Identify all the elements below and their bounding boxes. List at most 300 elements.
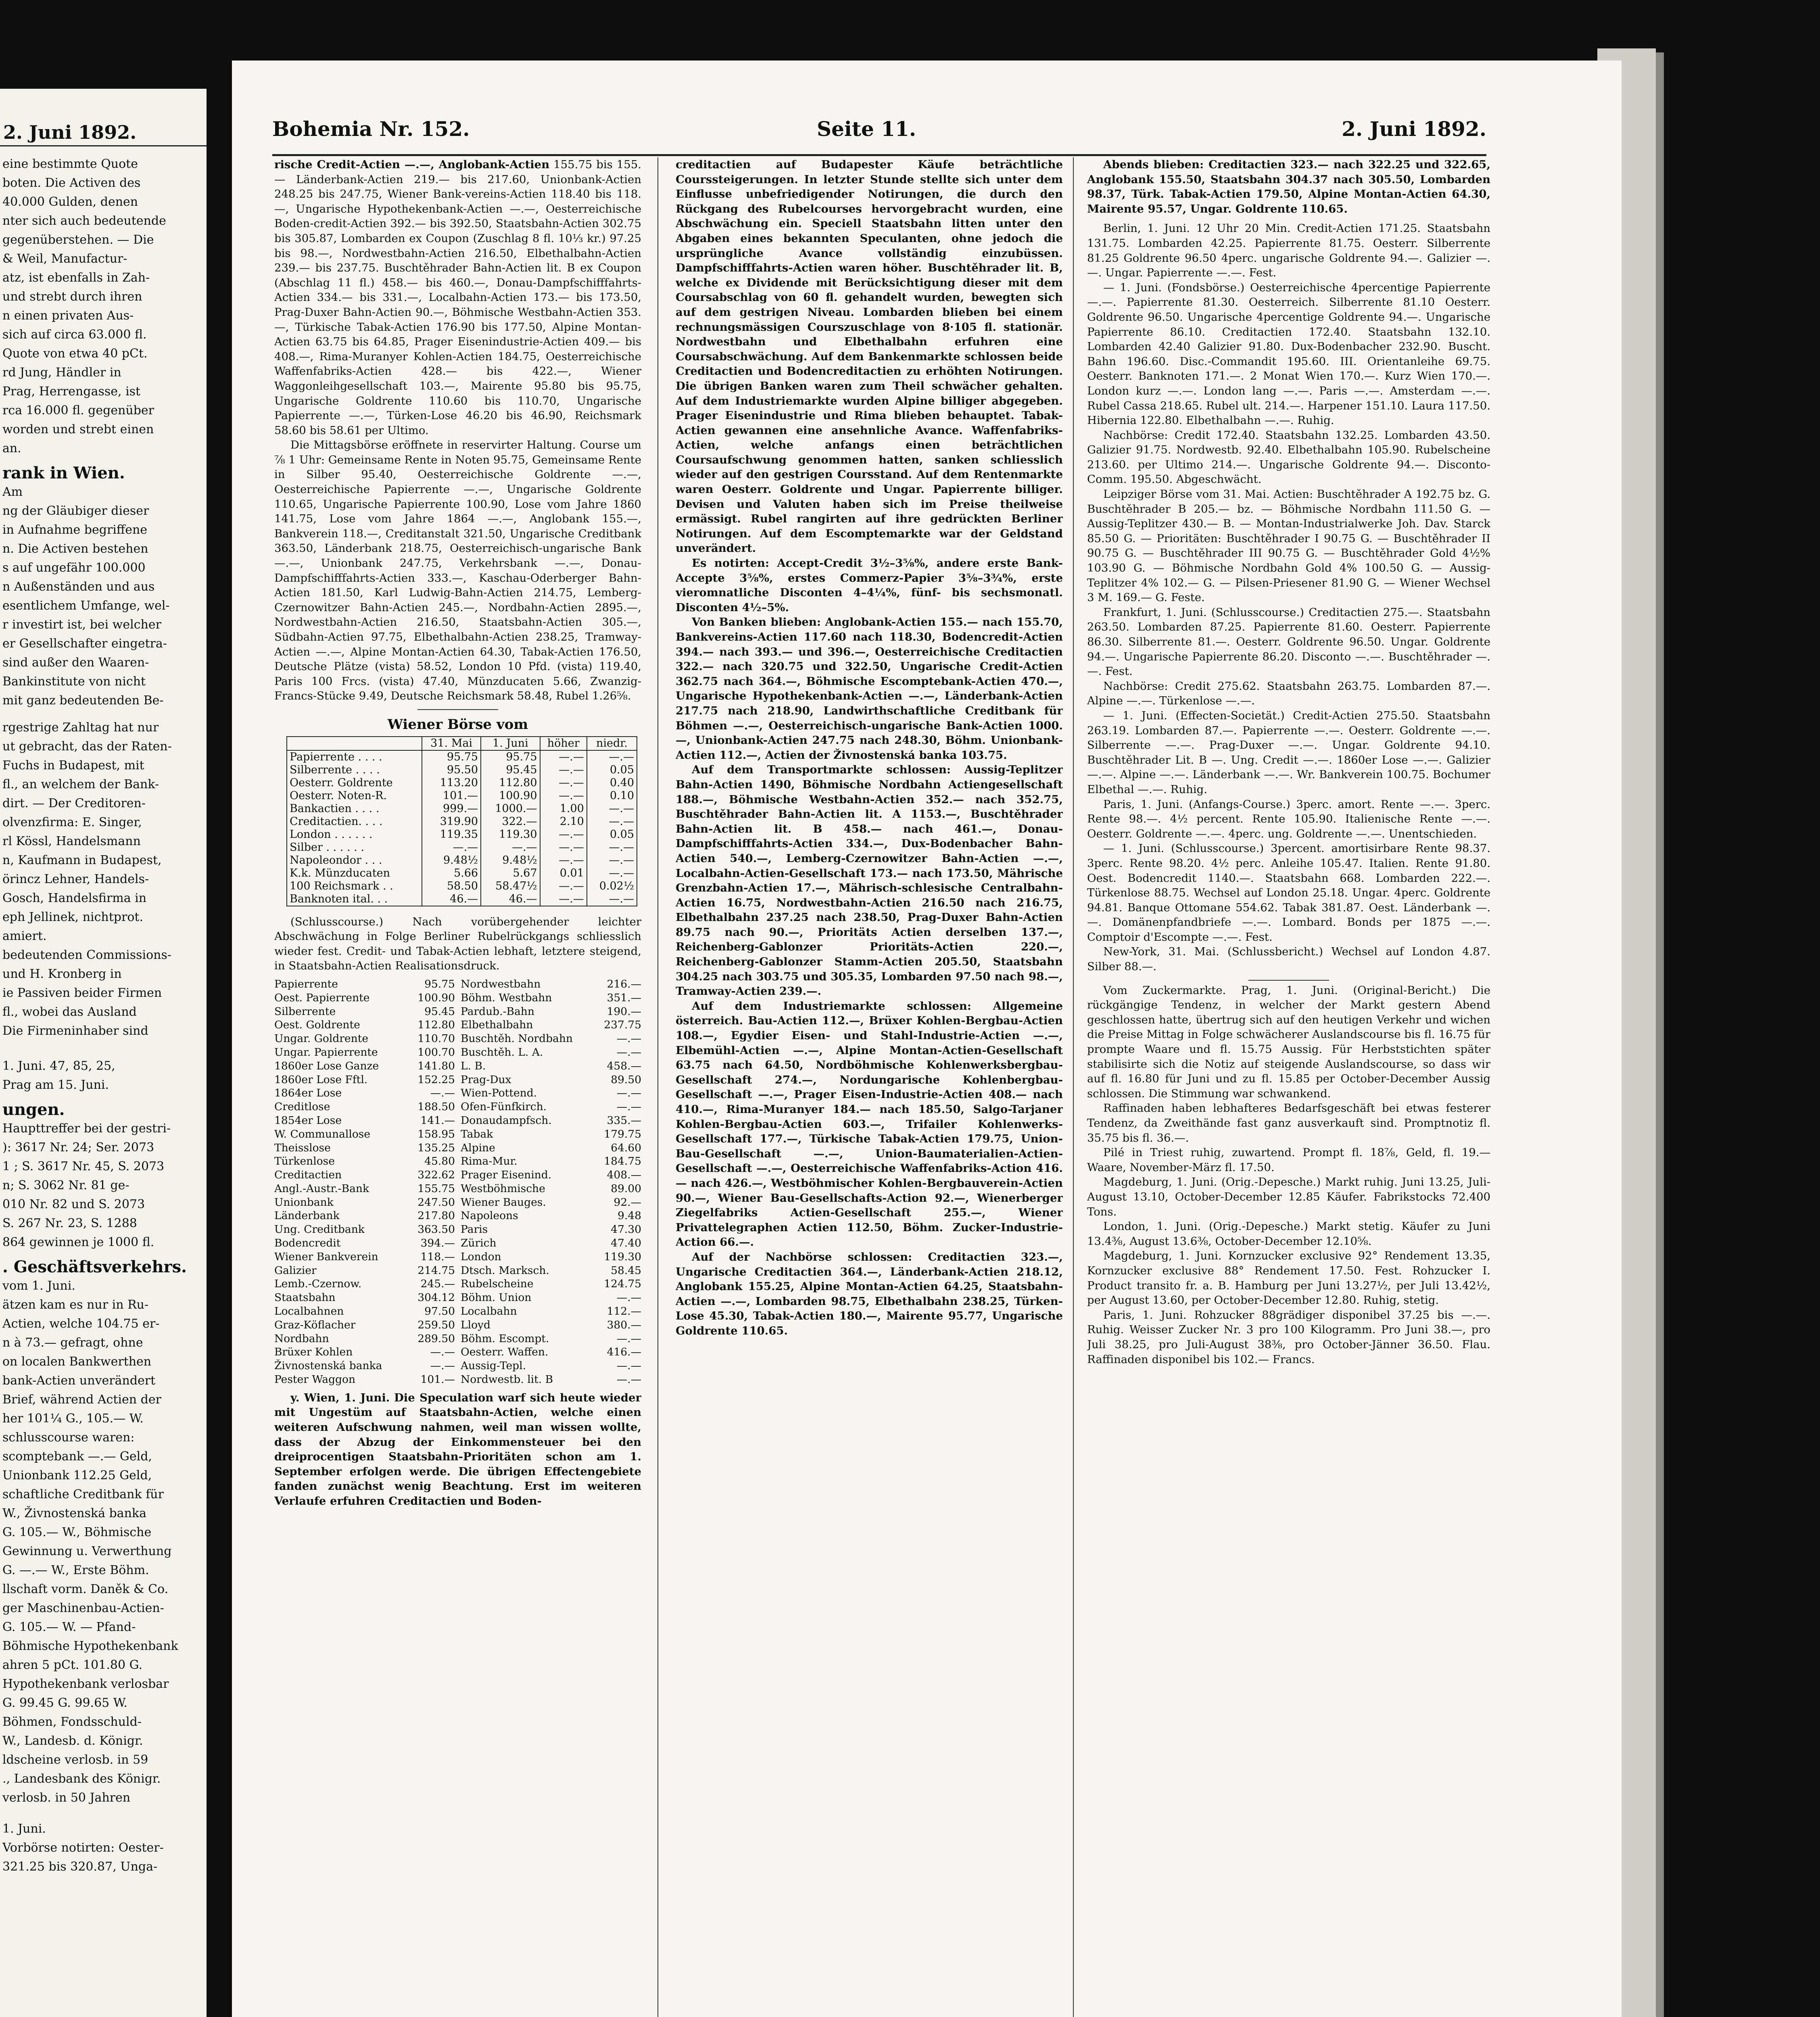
text-line: ): 3617 Nr. 24; Ser. 2073 bbox=[2, 1140, 154, 1155]
table-label-cell: 100 Reichsmark . . bbox=[287, 880, 422, 893]
course-entry bbox=[274, 1032, 455, 1046]
course-name: Paris bbox=[461, 1223, 488, 1236]
table-value-cell: 9.48½ bbox=[481, 854, 540, 867]
text-line: Böhmen, Fondsschuld- bbox=[2, 1715, 142, 1729]
course-name: Buschtěh. Nordbahn bbox=[461, 1032, 573, 1045]
course-entry bbox=[274, 991, 455, 1005]
text-line: llschaft vorm. Daněk & Co. bbox=[2, 1582, 169, 1596]
course-value: 214.75 bbox=[417, 1264, 455, 1277]
course-entry bbox=[461, 1332, 641, 1346]
column-1 bbox=[274, 157, 641, 2017]
course-value: 110.70 bbox=[417, 1032, 455, 1045]
course-value: 188.50 bbox=[417, 1100, 455, 1113]
course-entry bbox=[461, 1046, 641, 1059]
table-label-cell: Bankactien . . . . bbox=[287, 802, 422, 815]
course-value: 97.50 bbox=[424, 1305, 455, 1318]
course-entry bbox=[274, 1332, 455, 1346]
course-value: 216.— bbox=[607, 977, 641, 990]
text-line: schlusscourse waren: bbox=[2, 1430, 135, 1445]
course-value: 190.— bbox=[607, 1005, 641, 1018]
table-value-cell: 113.20 bbox=[422, 777, 481, 789]
text-line: sind außer den Waaren- bbox=[2, 656, 149, 670]
course-entry bbox=[461, 1155, 641, 1168]
course-value: 158.95 bbox=[417, 1128, 455, 1140]
course-value: 58.45 bbox=[611, 1264, 641, 1277]
table-value-cell: 5.66 bbox=[422, 867, 481, 880]
course-entry bbox=[461, 1359, 641, 1373]
article-paragraph: Raffinaden haben lebhafteres Bedarfsgeschäft bei etwas festerer Tendenz, da Zweithände fast ganz ausverkauft sind. Promptnotiz fl. 35.75 bis fl. 36.—. bbox=[1087, 1102, 1490, 1144]
left-block-f bbox=[0, 1276, 207, 1807]
course-value: 89.50 bbox=[611, 1073, 641, 1086]
newspaper-page bbox=[232, 61, 1622, 2017]
table-label-cell: Napoleondor . . . bbox=[287, 854, 422, 867]
course-entry bbox=[274, 1318, 455, 1332]
course-entry bbox=[461, 1005, 641, 1019]
table-value-cell: 9.48½ bbox=[422, 854, 481, 867]
course-value: 141.— bbox=[420, 1114, 455, 1127]
course-entry bbox=[461, 1318, 641, 1332]
section-divider bbox=[1248, 980, 1329, 981]
table-value-cell: 95.75 bbox=[481, 750, 540, 764]
article-paragraph: Abends blieben: Creditactien 323.— nach 322.25 und 322.65, Anglobank 155.50, Staatsbahn 304.37 nach 305.50, Lombarden 98.37, Türk. Tabak-Actien 179.50, Alpine Montan-Actien 64.30, Mairente 95.57, Ungar. Goldrente 110.65. bbox=[1087, 158, 1490, 215]
table-value-cell: 119.35 bbox=[422, 828, 481, 841]
text-line: ätzen kam es nur in Ru- bbox=[2, 1298, 149, 1312]
column-3 bbox=[1087, 157, 1490, 2017]
table-value-cell: 95.45 bbox=[481, 764, 540, 777]
table-header-cell bbox=[287, 737, 422, 750]
article-paragraph: — 1. Juni. (Effecten-Societät.) Credit-Actien 275.50. Staatsbahn 263.19. Lombarden 87.—. Papierrente —.—. Oesterr. Goldrente —.—. Silberrente —.—. Prag-Duxer —.—. Ungar. Goldrente 94.10. Buschtěhrader Lit. B —. Ung. Credit —.—. 1860er Lose —.—. Galizier —.—. Alpine —.—. Länderbank —.—. Wr. Bankverein 100.75. Bochumer Elbethal —.—. Ruhig. bbox=[1087, 709, 1490, 796]
course-name: Ung. Creditbank bbox=[274, 1223, 365, 1236]
course-entry bbox=[274, 1100, 455, 1114]
article-paragraph: Frankfurt, 1. Juni. (Schlusscourse.) Creditactien 275.—. Staatsbahn 263.50. Lombarden 87.25. Papierrente 81.60. Oesterr. Papierrente 86.30. Silberrente 81.—. Oesterr. Goldrente 96.50. Ungar. Goldrente 94.—. Ungarische Papierrente 86.20. Disconto —.—. Buschtěhrader —.—. Fest. bbox=[1087, 606, 1490, 678]
course-value: 135.25 bbox=[417, 1141, 455, 1154]
course-entry bbox=[461, 1305, 641, 1318]
course-entry bbox=[274, 1005, 455, 1019]
text-line: dirt. — Der Creditoren- bbox=[2, 796, 146, 810]
text-line: eph Jellinek, nichtprot. bbox=[2, 910, 143, 924]
text-line: ng der Gläubiger dieser bbox=[2, 504, 149, 518]
course-entry bbox=[461, 1059, 641, 1073]
course-entry bbox=[274, 1141, 455, 1155]
course-entry bbox=[461, 1086, 641, 1100]
course-name: Papierrente bbox=[274, 977, 338, 990]
wiener-boerse-table bbox=[286, 736, 637, 906]
course-name: Ofen-Fünfkirch. bbox=[461, 1100, 547, 1113]
course-name: Wiener Bankverein bbox=[274, 1250, 378, 1263]
table-value-cell: —.— bbox=[540, 828, 587, 841]
text-line: 1. Juni. bbox=[2, 1822, 46, 1836]
course-value: 416.— bbox=[607, 1346, 641, 1359]
course-value: 245.— bbox=[420, 1278, 455, 1290]
table-row bbox=[287, 893, 637, 906]
course-entry bbox=[461, 1250, 641, 1264]
course-list-right bbox=[461, 977, 641, 1386]
course-entry bbox=[274, 1277, 455, 1291]
course-value: 152.25 bbox=[417, 1073, 455, 1086]
course-value: 380.— bbox=[607, 1318, 641, 1331]
course-name: W. Communallose bbox=[274, 1128, 371, 1140]
table-label-cell: Papierrente . . . . bbox=[287, 750, 422, 764]
table-label-cell: Banknoten ital. . . bbox=[287, 893, 422, 906]
course-value: —.— bbox=[616, 1359, 641, 1372]
course-value: 95.75 bbox=[424, 977, 455, 990]
course-entry bbox=[274, 1168, 455, 1182]
course-value: 141.80 bbox=[417, 1059, 455, 1072]
course-name: Böhm. Union bbox=[461, 1291, 532, 1304]
table-header-cell: 1. Juni bbox=[481, 737, 540, 750]
article-paragraph: Die Mittagsbörse eröffnete in reservirter Haltung. Course um ⅞ 1 Uhr: Gemeinsame Rente in Noten 95.75, Gemeinsame Rente in Silber 95.40, Oesterreichische Goldrente —.—, Oesterreichische Papierrente —.—, Ungarische Goldrente 110.65, Ungarische Papierrente 100.90, Lose vom Jahre 1860 141.75, Lose vom Jahre 1864 —.—, Anglobank 155.—, Bankverein 118.—, Creditanstalt 321.50, Ungarische Creditbank 363.50, Länderbank 218.75, Oesterreichisch-ungarische Bank —.—, Unionbank 247.75, Verkehrsbank —.—, Donau-Dampfschifffahrts-Actien 333.—, Kaschau-Oderberger Bahn-Actien 181.50, Karl Ludwig-Bahn-Actien 214.75, Lemberg-Czernowitzer Bahn-Actien 245.—, Nordbahn-Actien 2895.—, Nordwestbahn-Actien 216.50, Staatsbahn-Actien 305.—, Südbahn-Actien 97.75, Elbethalbahn-Actien 238.25, Tramway-Actien —.—, Alpine Montan-Actien 64.30, Tabak-Actien 176.50, Deutsche Plätze (vista) 58.52, London 10 Pfd. (vista) 119.40, Paris 100 Frcs. (vista) 47.40, Münzducaten 5.66, Zwanzig-Francs-Stücke 9.49, Deutsche Reichsmark 58.48, Rubel 1.26⅝. bbox=[274, 438, 641, 703]
course-value: 322.62 bbox=[417, 1169, 455, 1182]
text-line: scomptebank —.— Geld, bbox=[2, 1449, 152, 1464]
article-paragraph: Auf dem Industriemarkte schlossen: Allgemeine österreich. Bau-Actien 112.—, Brüxer Kohlen-Bergbau-Actien 108.—, Egydier Eisen- und Stahl-Industrie-Actien —.—, Elbemühl-Actien —.—, Alpine Montan-Actien-Gesellschaft 63.75 nach 64.50, Nordböhmische Kohlenwerksbergbau-Gesellschaft 274.—, Nordungarische Kohlenbergbau-Gesellschaft —.—, Prager Eisen-Industrie-Actien 408.— nach 410.—, Rima-Muranyer 184.— nach 185.50, Salgo-Tarjaner Kohlen-Bergbau-Actien 603.—, Trifailer Kohlenwerks-Gesellschaft 177.—, Türkische Tabak-Actien 179.75, Union-Bau-Gesellschaft —.—, Union-Baumaterialien-Actien-Gesellschaft —.—, Oesterreichische Waffenfabriks-Action 416.— nach 426.—, Westböhmischer Kohlen-Bergbauverein-Actien 90.—, Wiener Bau-Gesellschafts-Action 92.—, Wienerberger Ziegelfabriks Actien-Gesellschaft 255.—, Wiener Privattelegraphen Actien 112.50, Böhm. Zucker-Industrie-Action 66.—. bbox=[676, 999, 1063, 1249]
course-value: —.— bbox=[616, 1291, 641, 1304]
course-entry bbox=[461, 977, 641, 991]
article-paragraph: Pilé in Triest ruhig, zuwartend. Prompt fl. 18⅞, Geld, fl. 19.— Waare, November-März fl. 17.50. bbox=[1087, 1146, 1490, 1174]
text-line: nter sich auch bedeutende bbox=[2, 214, 166, 228]
course-name: 1864er Lose bbox=[274, 1087, 342, 1100]
left-heading-geschaeftsverkehr: . Geschäftsverkehrs. bbox=[2, 1257, 187, 1276]
course-entry bbox=[274, 1345, 455, 1359]
course-entry bbox=[274, 1291, 455, 1305]
course-entry bbox=[274, 1086, 455, 1100]
course-entry bbox=[274, 1059, 455, 1073]
course-value: 47.40 bbox=[611, 1237, 641, 1250]
course-name: Creditactien bbox=[274, 1169, 342, 1182]
course-value: 363.50 bbox=[417, 1223, 455, 1236]
article-paragraph: — 1. Juni. (Fondsbörse.) Oesterreichische 4percentige Papierrente —.—. Papierrente 81.30. Oesterreich. Silberrente 81.10 Oesterr. Goldrente 96.50. Ungarische 4percentige Goldrente 94.—. Ungarische Papierrente 86.10. Creditactien 172.40. Staatsbahn 132.10. Lombarden 42.40 Galizier 91.80. Dux-Bodenbacher 232.90. Buscht. Bahn 196.60. Disc.-Commandit 195.60. III. Orientanleihe 69.75. Oesterr. Banknoten 171.—. 2 Monat Wien 170.—. Kurz Wien 170.—. London kurz —.—. London lang —.—. Paris —.—. Amsterdam —.—. Rubel Cassa 218.65. Rubel ult. 214.—. Harpener 151.10. Laura 117.50. Hibernia 122.80. Elbethalbahn —.—. Ruhig. bbox=[1087, 281, 1490, 427]
text-line: S. 267 Nr. 23, S. 1288 bbox=[2, 1216, 137, 1230]
article-paragraph: Nachbörse: Credit 172.40. Staatsbahn 132.25. Lombarden 43.50. Galizier 91.75. Nordwestb. 92.40. Elbethalbahn 105.90. Rubelscheine 213.60. per Ultimo 214.—. Ungarische Goldrente 94.—. Disconto-Comm. 195.50. Abgeschwächt. bbox=[1087, 428, 1490, 486]
left-page-fragment bbox=[0, 89, 207, 2017]
table-value-cell: —.— bbox=[540, 841, 587, 854]
course-value: 217.80 bbox=[417, 1209, 455, 1222]
course-entry bbox=[461, 1114, 641, 1128]
course-value: 289.50 bbox=[417, 1332, 455, 1345]
course-name: Pester Waggon bbox=[274, 1373, 356, 1386]
text-line: ie Passiven beider Firmen bbox=[2, 986, 162, 1000]
text-line: n, Kaufmann in Budapest, bbox=[2, 853, 162, 867]
course-name: Rubelscheine bbox=[461, 1278, 534, 1290]
course-value: —.— bbox=[430, 1087, 455, 1100]
text-line: n; S. 3062 Nr. 81 ge- bbox=[2, 1178, 129, 1192]
course-entry bbox=[274, 1223, 455, 1236]
text-line: G. 105.— W., Böhmische bbox=[2, 1525, 152, 1539]
course-entry bbox=[274, 1018, 455, 1032]
table-value-cell: 0.40 bbox=[587, 777, 637, 789]
text-line: n. Die Activen bestehen bbox=[2, 542, 148, 556]
article-paragraph: Paris, 1. Juni. Rohzucker 88grädiger disponibel 37.25 bis —.—. Ruhig. Weisser Zucker Nr. 3 pro 100 Kilogramm. Pro Juni 38.—, pro Juli 38.25, pro Juli-August 38⅜, pro October-Jänner 36.50. Flau. Raffinaden disponibel bis 102.— Francs. bbox=[1087, 1308, 1490, 1366]
course-entry bbox=[461, 1223, 641, 1236]
text-line: W., Landesb. d. Königr. bbox=[2, 1734, 143, 1748]
column-rule bbox=[657, 157, 658, 2017]
text-line: örincz Lehner, Handels- bbox=[2, 872, 149, 886]
text-line: G. 99.45 G. 99.65 W. bbox=[2, 1696, 127, 1710]
course-entry bbox=[274, 1114, 455, 1128]
text-line: 864 gewinnen je 1000 fl. bbox=[2, 1235, 154, 1249]
course-value: 118.— bbox=[420, 1250, 455, 1263]
course-value: 119.30 bbox=[604, 1250, 641, 1263]
course-name: Theisslose bbox=[274, 1141, 331, 1154]
course-entry bbox=[461, 1073, 641, 1087]
course-name: Aussig-Tepl. bbox=[461, 1359, 526, 1372]
course-entry bbox=[274, 1182, 455, 1196]
text-line: ger Maschinenbau-Actien- bbox=[2, 1601, 164, 1615]
course-value: —.— bbox=[616, 1332, 641, 1345]
text-line: gegenüberstehen. — Die bbox=[2, 233, 154, 247]
text-line: her 101¼ G., 105.— W. bbox=[2, 1411, 144, 1426]
text-line: olvenzfirma: E. Singer, bbox=[2, 815, 142, 829]
course-name: Buschtěh. L. A. bbox=[461, 1046, 543, 1059]
table-value-cell: 1.00 bbox=[540, 802, 587, 815]
text-line: fl., an welchem der Bank- bbox=[2, 777, 159, 791]
text-line: sich auf circa 63.000 fl. bbox=[2, 328, 147, 342]
course-name: Lemb.-Czernow. bbox=[274, 1278, 362, 1290]
table-header-cell: niedr. bbox=[587, 737, 637, 750]
course-name: Bodencredit bbox=[274, 1237, 341, 1250]
text-line: G. 105.— W. — Pfand- bbox=[2, 1620, 136, 1634]
course-name: Elbethalbahn bbox=[461, 1019, 533, 1031]
text-line: und H. Kronberg in bbox=[2, 967, 122, 981]
left-heading-ziehungen: ungen. bbox=[2, 1100, 65, 1119]
text-line: s auf ungefähr 100.000 bbox=[2, 561, 146, 575]
text-line: Gewinnung u. Verwerthung bbox=[2, 1544, 172, 1558]
course-entry bbox=[461, 1345, 641, 1359]
article-paragraph: Nachbörse: Credit 275.62. Staatsbahn 263.75. Lombarden 87.—. Alpine —.—. Türkenlose —.—. bbox=[1087, 679, 1490, 708]
course-name: Nordbahn bbox=[274, 1332, 329, 1345]
text-line: verlosb. in 50 Jahren bbox=[2, 1791, 131, 1805]
text-line: esentlichem Umfange, wel- bbox=[2, 599, 170, 613]
table-value-cell: —.— bbox=[587, 750, 637, 764]
course-name: Angl.-Austr.-Bank bbox=[274, 1182, 369, 1195]
table-value-cell: —.— bbox=[587, 802, 637, 815]
table-value-cell: 2.10 bbox=[540, 815, 587, 828]
course-entry bbox=[274, 1046, 455, 1059]
paragraph-text: Die Speculation warf sich heute wieder mit Ungestüm auf Staatsbahn-Actien, welche einen weiteren Aufschwung nahmen, weil man wissen wollte, dass der Abzug der Einkommensteuer bei den dreiprocentigen Staatsbahn-Prioritäten schon am 1. September erfolgen werde. Die übrigen Effectengebiete fanden zunächst wenig Beachtung. Erst im weiteren Verlaufe erfuhren Creditactien und Boden- bbox=[274, 1391, 641, 1508]
course-value: 89.00 bbox=[611, 1182, 641, 1195]
course-entry bbox=[461, 1196, 641, 1209]
table-value-cell: —.— bbox=[587, 815, 637, 828]
course-value: 335.— bbox=[607, 1114, 641, 1127]
course-entry bbox=[461, 1141, 641, 1155]
text-line: r investirt ist, bei welcher bbox=[2, 618, 161, 632]
text-line: Gosch, Handelsfirma in bbox=[2, 891, 147, 905]
course-name: Länderbank bbox=[274, 1209, 340, 1222]
text-line: W., Živnostenská banka bbox=[2, 1506, 146, 1520]
course-name: Wiener Bauges. bbox=[461, 1196, 546, 1209]
table-value-cell: 319.90 bbox=[422, 815, 481, 828]
course-name: Türkenlose bbox=[274, 1155, 335, 1168]
course-name: Nordwestb. lit. B bbox=[461, 1373, 553, 1386]
table-label-cell: Silber . . . . . . bbox=[287, 841, 422, 854]
table-row bbox=[287, 815, 637, 828]
table-value-cell: —.— bbox=[481, 841, 540, 854]
course-name: 1860er Lose Fftl. bbox=[274, 1073, 368, 1086]
article-paragraph: (Schlusscourse.) Nach vorübergehender leichter Abschwächung in Folge Berliner Rubelrückgangs schliesslich wieder fest. Credit- und Tabak-Actien lebhaft, letztere steigend, in Staatsbahn-Actien Realisationsdruck. bbox=[274, 915, 641, 973]
course-name: 1860er Lose Ganze bbox=[274, 1059, 379, 1072]
course-entry bbox=[461, 1264, 641, 1278]
table-header-cell: 31. Mai bbox=[422, 737, 481, 750]
table-label-cell: Oesterr. Goldrente bbox=[287, 777, 422, 789]
text-line: G. —.— W., Erste Böhm. bbox=[2, 1563, 149, 1577]
course-value: 237.75 bbox=[604, 1019, 641, 1031]
text-line: 40.000 Gulden, denen bbox=[2, 195, 138, 209]
left-block-c bbox=[0, 718, 207, 1040]
course-entry bbox=[461, 1209, 641, 1223]
course-name: Oesterr. Waffen. bbox=[461, 1346, 549, 1359]
course-value: —.— bbox=[616, 1100, 641, 1113]
course-entry bbox=[274, 1373, 455, 1386]
table-row bbox=[287, 777, 637, 789]
course-name: Ungar. Goldrente bbox=[274, 1032, 369, 1045]
paragraph-text: 155.75 bis 155.— Länderbank-Actien 219.— bis 217.60, Unionbank-Actien 248.25 bis 247.75, Wiener Bank-vereins-Actien 118.40 bis 118.—, Ungarische Hypothekenbank-Actien —.—, Oesterreichische Boden-credit-Actien 392.— bis 392.50, Staatsbahn-Actien 302.75 bis 305.87, Lombarden ex Coupon (Zuschlag 8 fl. 10⅓ kr.) 97.25 bis 98.—, Nordwestbahn-Actien 216.50, Elbethalbahn-Actien 239.— bis 237.75. Buschtěhrader Bahn-Actien lit. B ex Coupon (Abschlag 11 fl.) 458.— bis 460.—, Donau-Dampfschifffahrts-Actien 334.— bis 331.—, Localbahn-Actien 173.— bis 173.50, Prag-Duxer Bahn-Actien 90.—, Böhmische Westbahn-Actien 353.—, Türkische Tabak-Actien 176.90 bis 177.50, Alpine Montan-Actien 63.75 bis 64.85, Prager Eisenindustrie-Actien 409.— bis 408.—, Rima-Muranyer Kohlen-Actien 184.75, Oesterreichische Waffenfabriks-Actien 428.— bis 422.—, Wiener Waggonleihgesellschaft 103.—, Mairente 95.80 bis 95.75, Ungarische Goldrente 110.60 bis 110.70, Ungarische Papierrente —.—, Türken-Lose 46.20 bis 46.90, Reichsmark 58.60 bis 58.61 per Ultimo. bbox=[274, 158, 641, 437]
course-value: —.— bbox=[430, 1346, 455, 1359]
table-value-cell: 5.67 bbox=[481, 867, 540, 880]
text-line: ahren 5 pCt. 101.80 G. bbox=[2, 1658, 143, 1672]
table-value-cell: —.— bbox=[540, 854, 587, 867]
course-value: 45.80 bbox=[424, 1155, 455, 1168]
course-entry bbox=[461, 1168, 641, 1182]
table-value-cell: 46.— bbox=[481, 893, 540, 906]
table-value-cell: 112.80 bbox=[481, 777, 540, 789]
article-paragraph: Von Banken blieben: Anglobank-Actien 155.— nach 155.70, Bankvereins-Actien 117.60 nach 118.30, Bodencredit-Actien 394.— nach 393.— und 396.—, Oesterreichische Creditactien 322.— nach 320.75 und 322.50, Ungarische Credit-Actien 362.75 nach 364.—, Böhmische Escomptebank-Actien 470.—, Ungarische Hypothekenbank-Actien —.—, Länderbank-Actien 217.75 nach 218.90, Landwirthschaftliche Creditbank für Böhmen —.—, Oesterreichisch-ungarische Bank-Actien 1000.—, Unionbank-Actien 247.75 nach 248.30, Böhm. Unionbank-Actien 112.—, Actien der Živnostenská banka 103.75. bbox=[676, 616, 1063, 762]
text-line: n einen privaten Aus- bbox=[2, 309, 134, 323]
course-name: Zürich bbox=[461, 1237, 497, 1250]
course-list bbox=[274, 977, 641, 1386]
text-line: und strebt durch ihren bbox=[2, 290, 142, 304]
course-name: Staatsbahn bbox=[274, 1291, 336, 1304]
text-line: worden und strebt einen bbox=[2, 422, 154, 436]
text-line: 1. Juni. 47, 85, 25, bbox=[2, 1059, 115, 1073]
table-value-cell: 58.47½ bbox=[481, 880, 540, 893]
course-entry bbox=[461, 1291, 641, 1305]
table-value-cell: 95.50 bbox=[422, 764, 481, 777]
course-name: Pardub.-Bahn bbox=[461, 1005, 534, 1018]
article-paragraph: London, 1. Juni. (Orig.-Depesche.) Markt stetig. Käufer zu Juni 13.4⅜, August 13.6⅜, October-December 12.10⅝. bbox=[1087, 1220, 1490, 1248]
left-block-a bbox=[0, 155, 207, 458]
left-heading-wien: rank in Wien. bbox=[2, 464, 125, 482]
text-line: er Gesellschafter eingetra- bbox=[2, 637, 167, 651]
table-value-cell: 322.— bbox=[481, 815, 540, 828]
table-title: Wiener Börse vom bbox=[387, 716, 528, 733]
article-paragraph: Es notirten: Accept-Credit 3½–3⅝%, andere erste Bank-Accepte 3⅝%, erstes Commerz-Papier 3⅝–3¾%, erste vieromnatliche Disconten 4–4¼%, fünf- bis sechsmonatl. Disconten 4½–5%. bbox=[676, 557, 1063, 614]
article-paragraph: Berlin, 1. Juni. 12 Uhr 20 Min. Credit-Actien 171.25. Staatsbahn 131.75. Lombarden 42.25. Papierrente 81.75. Oesterr. Silberrente 81.25 Goldrente 96.50 4perc. ungarische Goldrente 94.—. Galizier —.—. Ungar. Papierrente —.—. Fest. bbox=[1087, 222, 1490, 280]
article-paragraph: Magdeburg, 1. Juni. (Orig.-Depesche.) Markt ruhig. Juni 13.25, Juli-August 13.10, October-December 12.85 Käufer. Fabrikstocks 72.400 Tons. bbox=[1087, 1176, 1490, 1218]
course-name: Graz-Köflacher bbox=[274, 1318, 356, 1331]
article-paragraph bbox=[274, 157, 641, 438]
text-line: boten. Die Activen des bbox=[2, 176, 141, 190]
page-edge-shadow bbox=[1656, 52, 1664, 2017]
course-value: 100.70 bbox=[417, 1046, 455, 1059]
text-line: eine bestimmte Quote bbox=[2, 157, 138, 171]
course-value: 247.50 bbox=[417, 1196, 455, 1209]
table-value-cell: —.— bbox=[540, 880, 587, 893]
table-row bbox=[287, 750, 637, 764]
course-value: 408.— bbox=[607, 1169, 641, 1182]
table-label-cell: London . . . . . . bbox=[287, 828, 422, 841]
text-line: mit ganz bedeutenden Be- bbox=[2, 693, 164, 708]
course-name: Böhm. Westbahn bbox=[461, 991, 552, 1004]
course-entry bbox=[274, 1073, 455, 1087]
course-name: Wien-Pottend. bbox=[461, 1087, 537, 1100]
table-value-cell: —.— bbox=[540, 893, 587, 906]
course-value: 124.75 bbox=[604, 1278, 641, 1290]
course-value: 92.— bbox=[614, 1196, 641, 1209]
text-line: Unionbank 112.25 Geld, bbox=[2, 1468, 152, 1482]
text-line: n Außenständen und aus bbox=[2, 580, 155, 594]
text-line: ldscheine verlosb. in 59 bbox=[2, 1753, 148, 1767]
table-row bbox=[287, 841, 637, 854]
course-value: 47.30 bbox=[611, 1223, 641, 1236]
text-line: Die Firmeninhaber sind bbox=[2, 1024, 148, 1038]
course-value: 100.90 bbox=[417, 991, 455, 1004]
text-line: Hypothekenbank verlosbar bbox=[2, 1677, 169, 1691]
course-value: 112.80 bbox=[417, 1019, 455, 1031]
course-name: Galizier bbox=[274, 1264, 317, 1277]
course-entry bbox=[461, 1236, 641, 1250]
course-name: 1854er Lose bbox=[274, 1114, 342, 1127]
course-value: —.— bbox=[616, 1373, 641, 1386]
text-line: Actien, welche 104.75 er- bbox=[2, 1317, 160, 1331]
course-list-left bbox=[274, 977, 455, 1386]
table-header-cell: höher bbox=[540, 737, 587, 750]
table-header-row bbox=[287, 737, 637, 750]
table-value-cell: 0.01 bbox=[540, 867, 587, 880]
course-name: Lloyd bbox=[461, 1318, 490, 1331]
table-row bbox=[287, 867, 637, 880]
course-entry bbox=[461, 1373, 641, 1386]
course-entry bbox=[274, 1264, 455, 1278]
course-value: —.— bbox=[616, 1087, 641, 1100]
text-line: bank-Actien unverändert bbox=[2, 1374, 156, 1388]
text-line: Fuchs in Budapest, mit bbox=[2, 758, 144, 773]
course-value: 95.45 bbox=[424, 1005, 455, 1018]
table-row bbox=[287, 802, 637, 815]
text-line: rd Jung, Händler in bbox=[2, 365, 121, 380]
left-block-g bbox=[0, 1819, 207, 1876]
table-value-cell: 46.— bbox=[422, 893, 481, 906]
course-value: —.— bbox=[616, 1032, 641, 1045]
course-value: 184.75 bbox=[604, 1155, 641, 1168]
text-line: Haupttreffer bei der gestri- bbox=[2, 1121, 171, 1136]
text-line: Quote von etwa 40 pCt. bbox=[2, 347, 148, 361]
course-name: Brüxer Kohlen bbox=[274, 1346, 353, 1359]
table-value-cell: —.— bbox=[540, 764, 587, 777]
course-entry bbox=[274, 1305, 455, 1318]
table-value-cell: —.— bbox=[540, 750, 587, 764]
left-block-d bbox=[0, 1057, 207, 1094]
course-entry bbox=[274, 1155, 455, 1168]
course-name: Unionbank bbox=[274, 1196, 334, 1209]
table-value-cell: 58.50 bbox=[422, 880, 481, 893]
table-value-cell: 0.10 bbox=[587, 789, 637, 802]
course-name: Creditlose bbox=[274, 1100, 330, 1113]
table-value-cell: —.— bbox=[422, 841, 481, 854]
text-line: 010 Nr. 82 und S. 2073 bbox=[2, 1197, 145, 1211]
table-value-cell: 0.05 bbox=[587, 828, 637, 841]
table-value-cell: —.— bbox=[540, 777, 587, 789]
course-name: Živnostenská banka bbox=[274, 1359, 382, 1372]
course-name: Tabak bbox=[461, 1128, 493, 1140]
course-entry bbox=[461, 1128, 641, 1141]
header-date: 2. Juni 1892. bbox=[1342, 117, 1486, 141]
article-paragraph: Auf der Nachbörse schlossen: Creditactien 323.—, Ungarische Creditactien 364.—, Länderbank-Actien 218.12, Anglobank 155.25, Alpine Montan-Actien 64.25, Staatsbahn-Actien —.—, Lombarden 98.75, Elbethalbahn 238.25, Türken-Lose 45.30, Tabak-Actien 180.—, Mairente 95.77, Ungarische Goldrente 110.65. bbox=[676, 1250, 1063, 1337]
course-name: Localbahn bbox=[461, 1305, 517, 1318]
text-line: in Aufnahme begriffene bbox=[2, 523, 148, 537]
table-label-cell: Creditactien. . . . bbox=[287, 815, 422, 828]
left-block-b bbox=[0, 482, 207, 710]
text-line: ., Landesbank des Königr. bbox=[2, 1772, 161, 1786]
course-name: Rima-Mur. bbox=[461, 1155, 518, 1168]
